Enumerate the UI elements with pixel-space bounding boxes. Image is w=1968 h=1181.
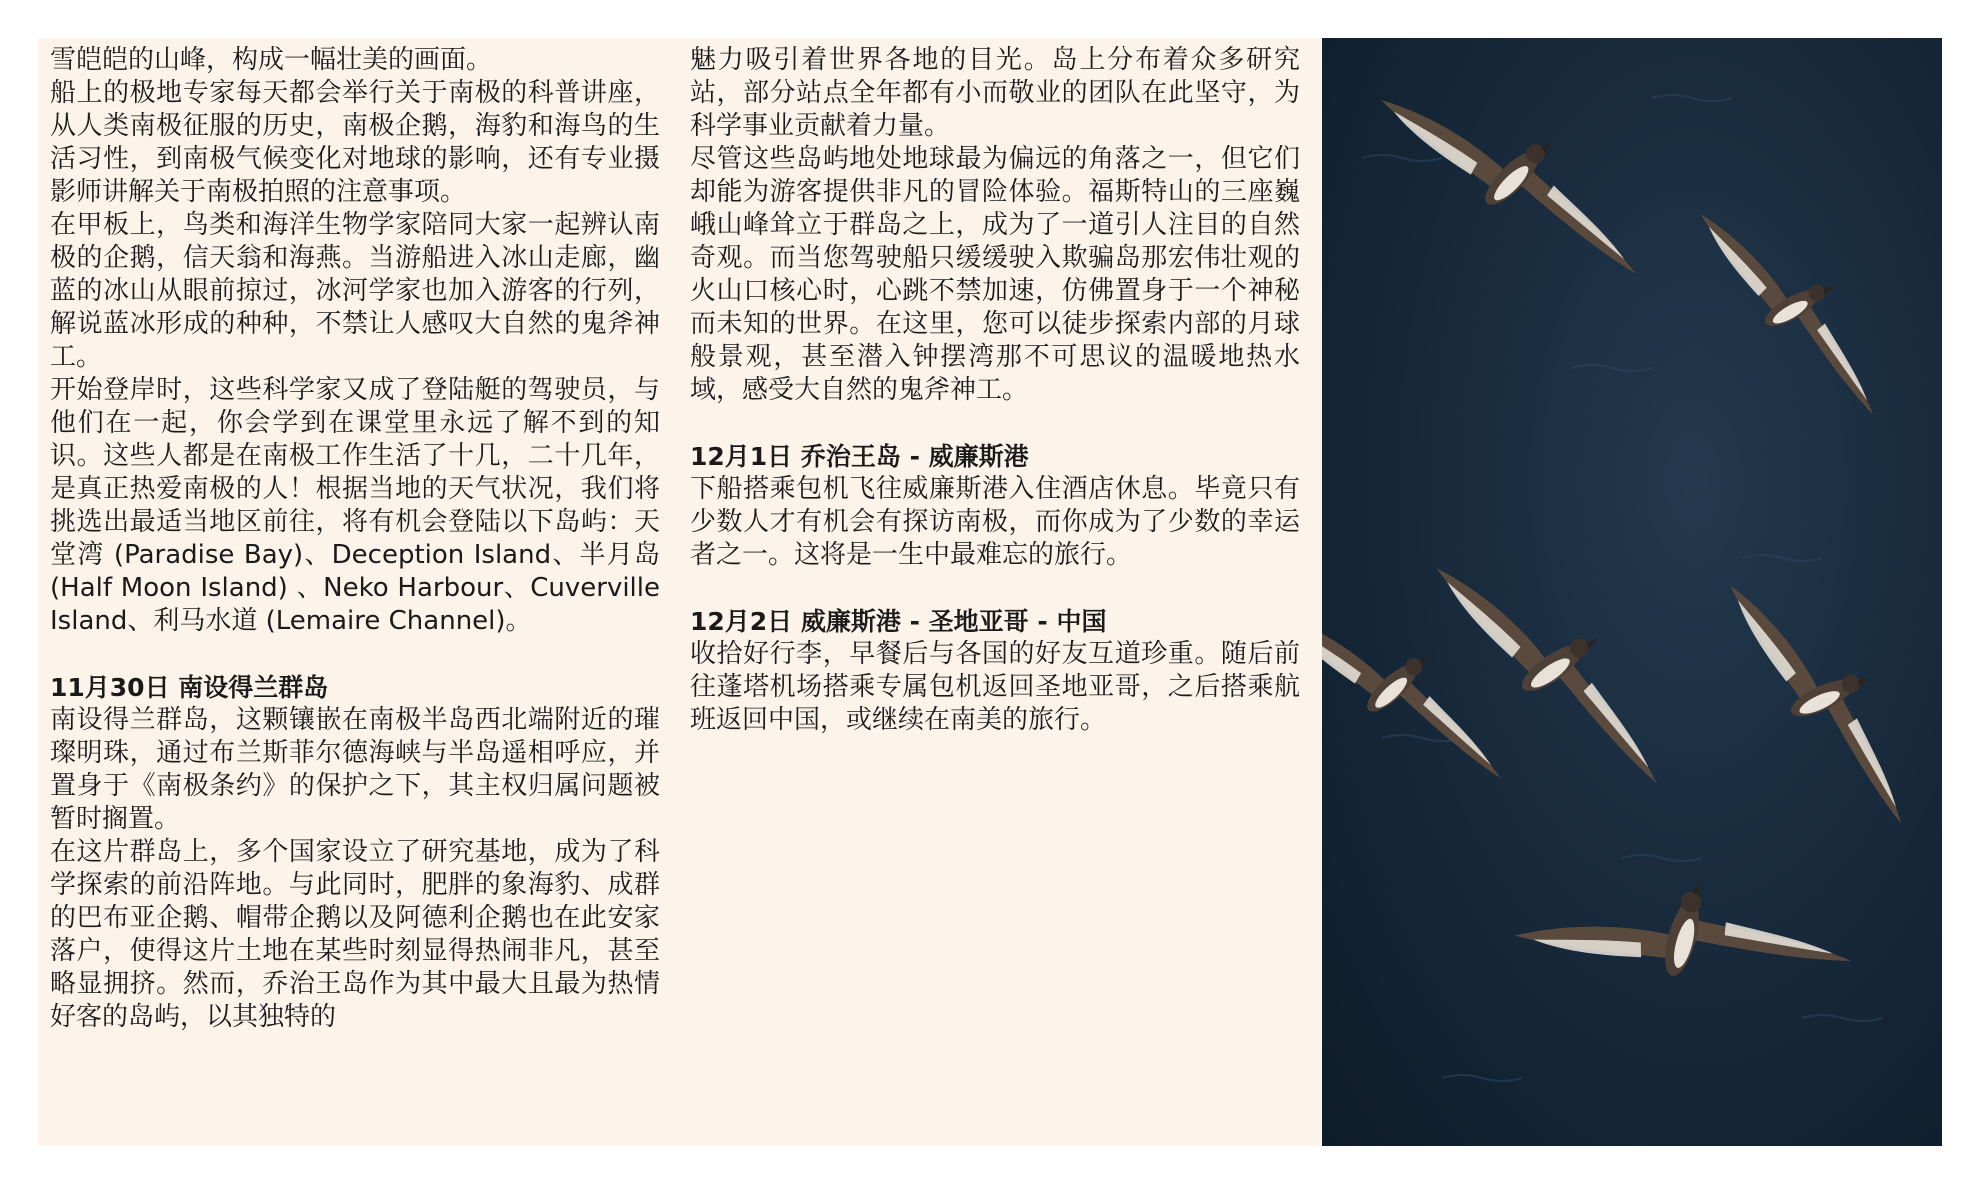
paragraph: 在甲板上，鸟类和海洋生物学家陪同大家一起辨认南极的企鹅，信天翁和海燕。当游船进入冰山走廊，幽蓝的冰山从眼前掠过，冰河学家也加入游客的行列，解说蓝冰形成的种种，不禁让人感叹大自然的鬼斧神工。	[50, 210, 660, 372]
section-heading-dec2: 12月2日 威廉斯港 - 圣地亚哥 - 中国	[690, 607, 1107, 636]
section-heading-dec1: 12月1日 乔治王岛 - 威廉斯港	[690, 442, 1029, 471]
paragraph: 开始登岸时，这些科学家又成了登陆艇的驾驶员，与他们在一起，你会学到在课堂里永远了解不到的知识。这些人都是在南极工作生活了十几，二十几年，是真正热爱南极的人！根据当地的天气状况，我们将挑选出最适当地区前往，将有机会登陆以下岛屿：天堂湾 (Paradise Bay)、Deception Island、半月岛 (Half Moon Island) 、Neko Harbour、Cuverville Island、利马水道 (Lemaire Channel)。	[50, 375, 660, 636]
paragraph: 南设得兰群岛，这颗镶嵌在南极半岛西北端附近的璀璨明珠，通过布兰斯菲尔德海峡与半岛遥相呼应，并置身于《南极条约》的保护之下，其主权归属问题被暂时搁置。	[50, 705, 660, 834]
section-heading-nov30: 11月30日 南设得兰群岛	[50, 673, 329, 702]
spacer	[50, 638, 660, 671]
paragraph: 雪皑皑的山峰，构成一幅壮美的画面。	[50, 45, 493, 75]
right-column	[690, 44, 1300, 737]
petrels-ocean-photo	[1322, 38, 1942, 1146]
paragraph: 船上的极地专家每天都会举行关于南极的科普讲座，从人类南极征服的历史，南极企鹅，海豹和海鸟的生活习性，到南极气候变化对地球的影响，还有专业摄影师讲解关于南极拍照的注意事项。	[50, 78, 660, 207]
paragraph: 尽管这些岛屿地处地球最为偏远的角落之一，但它们却能为游客提供非凡的冒险体验。福斯特山的三座巍峨山峰耸立于群岛之上，成为了一道引人注目的自然奇观。而当您驾驶船只缓缓驶入欺骗岛那宏伟壮观的火山口核心时，心跳不禁加速，仿佛置身于一个神秘而未知的世界。在这里，您可以徒步探索内部的月球般景观，甚至潜入钟摆湾那不可思议的温暖地热水域，感受大自然的鬼斧神工。	[690, 144, 1300, 405]
paragraph: 在这片群岛上，多个国家设立了研究基地，成为了科学探索的前沿阵地。与此同时，肥胖的象海豹、成群的巴布亚企鹅、帽带企鹅以及阿德利企鹅也在此安家落户，使得这片土地在某些时刻显得热闹非凡，甚至略显拥挤。然而，乔治王岛作为其中最大且最为热情好客的岛屿，以其独特的	[50, 837, 660, 1032]
text-panel	[38, 38, 1322, 1146]
paragraph: 收拾好行李，早餐后与各国的好友互道珍重。随后前往蓬塔机场搭乘专属包机返回圣地亚哥，之后搭乘航班返回中国，或继续在南美的旅行。	[690, 639, 1300, 735]
paragraph: 下船搭乘包机飞往威廉斯港入住酒店休息。毕竟只有少数人才有机会有探访南极，而你成为了少数的幸运者之一。这将是一生中最难忘的旅行。	[690, 474, 1300, 570]
spacer	[690, 572, 1300, 605]
spacer	[690, 407, 1300, 440]
paragraph: 魅力吸引着世界各地的目光。岛上分布着众多研究站，部分站点全年都有小而敬业的团队在此坚守，为科学事业贡献着力量。	[690, 45, 1300, 141]
photo-illustration	[1322, 38, 1942, 1146]
left-column	[50, 44, 660, 1034]
